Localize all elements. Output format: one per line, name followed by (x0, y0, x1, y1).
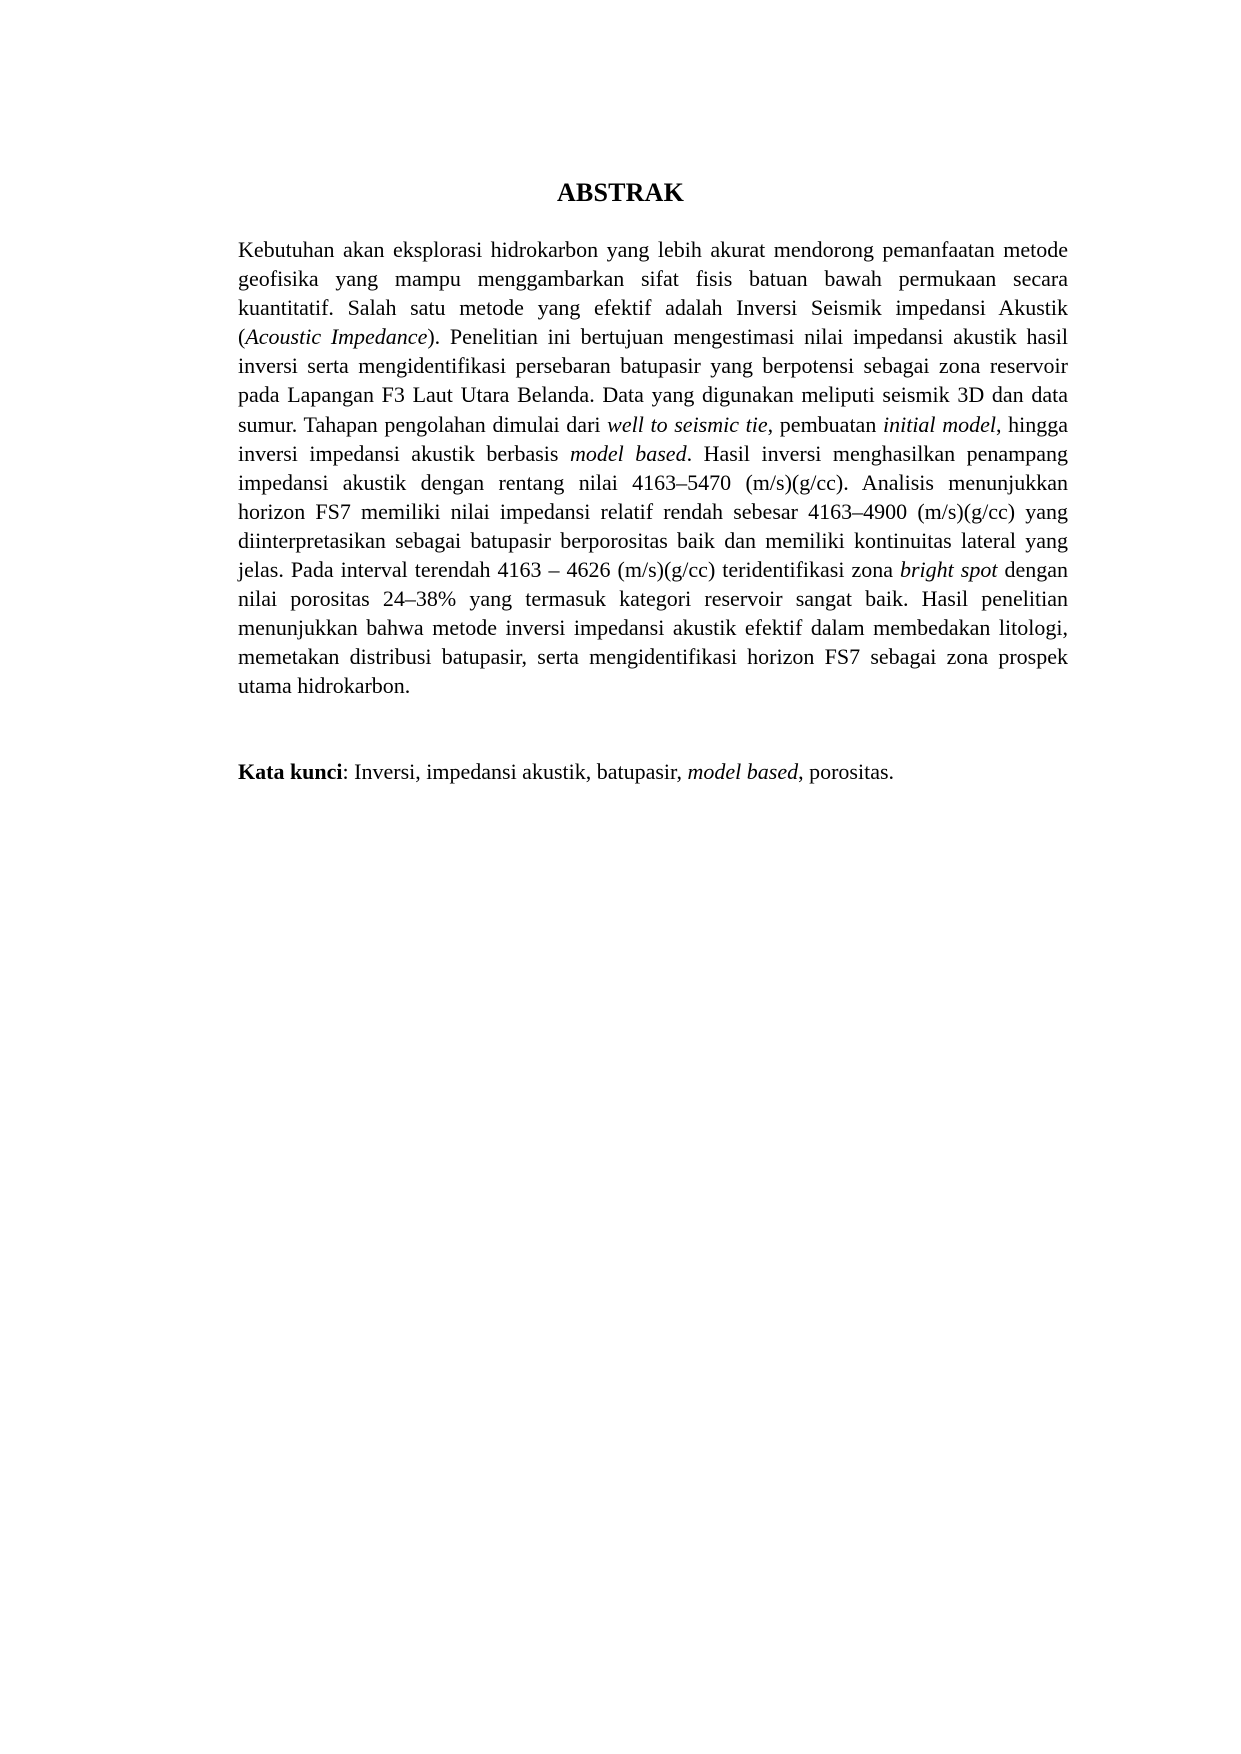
abstract-term-model-based: model based (569, 440, 687, 466)
abstract-text-3: , pembuatan (767, 411, 883, 437)
keywords-text-1: Inversi, impedansi akustik, batupasir, (354, 759, 688, 784)
page-title: ABSTRAK (556, 178, 685, 207)
abstract-term-acoustic-impedance: Acoustic Impedance (245, 324, 428, 350)
keywords-label: Kata kunci (238, 759, 343, 784)
keywords-text-2: , porositas. (798, 759, 895, 784)
abstract-paragraph (238, 235, 1068, 701)
abstract-text-1: Kebutuhan akan eksplorasi hidrokarbon yang lebih akurat mendorong pemanfaatan metode geofisika yang mampu menggambarkan sifat fisis batuan bawah permukaan secara kuantitatif. Salah satu metode yang efektif adalah Inversi Seismik impedansi Akustik ( (238, 237, 1068, 350)
abstract-text-2: ). Penelitian ini bertujuan mengestimasi nilai impedansi akustik hasil inversi serta mengidentifikasi persebaran batupasir yang berpotensi sebagai zona reservoir pada Lapangan F3 Laut Utara Belanda. Data yang digunakan meliputi seismik 3D dan data sumur. Tahapan pengolahan dimulai dari (238, 324, 1069, 437)
abstract-term-bright-spot: bright spot (900, 557, 998, 583)
keywords-line (238, 757, 1068, 786)
abstract-text-5: . Hasil inversi menghasilkan penampang impedansi akustik dengan rentang nilai 4163–5470 (m/s)(g/cc). Analisis menunjukkan horizon FS7 memiliki nilai impedansi relatif rendah sebesar 4163–4900 (m/s)(g/cc) yang diinterpretasikan sebagai batupasir berporositas baik dan memiliki kontinuitas lateral yang jelas. Pada interval terendah 4163 – 4626 (m/s)(g/cc) teridentifikasi zona (238, 440, 1069, 583)
keywords-term-model-based: model based (687, 759, 799, 784)
abstract-term-well-to-seismic-tie: well to seismic tie (607, 411, 768, 437)
keywords-separator: : (342, 759, 355, 784)
abstract-term-initial-model: initial model (882, 411, 996, 437)
abstract-text-6: dengan nilai porositas 24–38% yang termasuk kategori reservoir sangat baik. Hasil penelitian menunjukkan bahwa metode inversi impedansi akustik efektif dalam membedakan litologi, memetakan distribusi batupasir, serta mengidentifikasi horizon FS7 sebagai zona prospek utama hidrokarbon. (238, 557, 1069, 699)
abstract-text-4: , hingga inversi impedansi akustik berbasis (238, 411, 1068, 466)
